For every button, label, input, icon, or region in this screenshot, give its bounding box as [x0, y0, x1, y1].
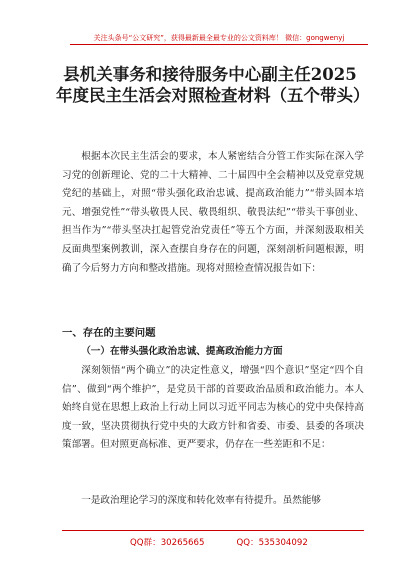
body-paragraph-continued: 一是政治理论学习的深度和转化效率有待提升。虽然能够 — [81, 495, 322, 506]
document-title: 县机关事务和接待服务中心副主任2025年度民主生活会对照检查材料（五个带头） — [56, 65, 370, 105]
body-paragraph: 深刻领悟“两个确立”的决定性意义，增强“四个意识”坚定“四个自信”、做到“两个维护”，是党员干部的首要政治品质和政治能力。本人始终自觉在思想上政治上行动上同以习近平同志为核心的党中央保持高度一致，坚决贯彻执行党中央的大政方针和省委、市委、县委的各项决策部署。但对照更高标准、更严要求，仍存在一些差距和不足： — [62, 365, 364, 451]
intro-paragraph: 根据本次民主生活会的要求，本人紧密结合分管工作实际在深入学习党的创新理论、党的二十大精神、二十届四中全会精神以及党章党规党纪的基础上，对照“带头强化政治忠诚、提高政治能力”“带头固本培元、增强党性”“带头敬畏人民、敬畏组织、敬畏法纪”“带头干事创业、担当作为”“带头坚决扛起管党治党责任”等五个方面，并深刻汲取相关反面典型案例教训，深入查摆自身存在的问题，深刻剖析问题根源，明确了今后努力方向和整改措施。现将对照检查情况报告如下： — [62, 151, 364, 274]
promo-banner: 关注头条号“公文研究”，获得最新最全最专业的公文资料库！ 微信：gongwenyj — [93, 34, 345, 42]
footer-contact — [130, 536, 340, 548]
subsection-heading: （一）在带头强化政治忠诚、提高政治能力方面 — [81, 346, 283, 357]
section-heading: 一、存在的主要问题 — [62, 327, 156, 339]
qq-group: QQ群：30265665 — [130, 538, 205, 548]
footer-divider — [62, 530, 364, 531]
qq-number: QQ：535304092 — [236, 538, 308, 548]
header-divider — [70, 44, 368, 45]
